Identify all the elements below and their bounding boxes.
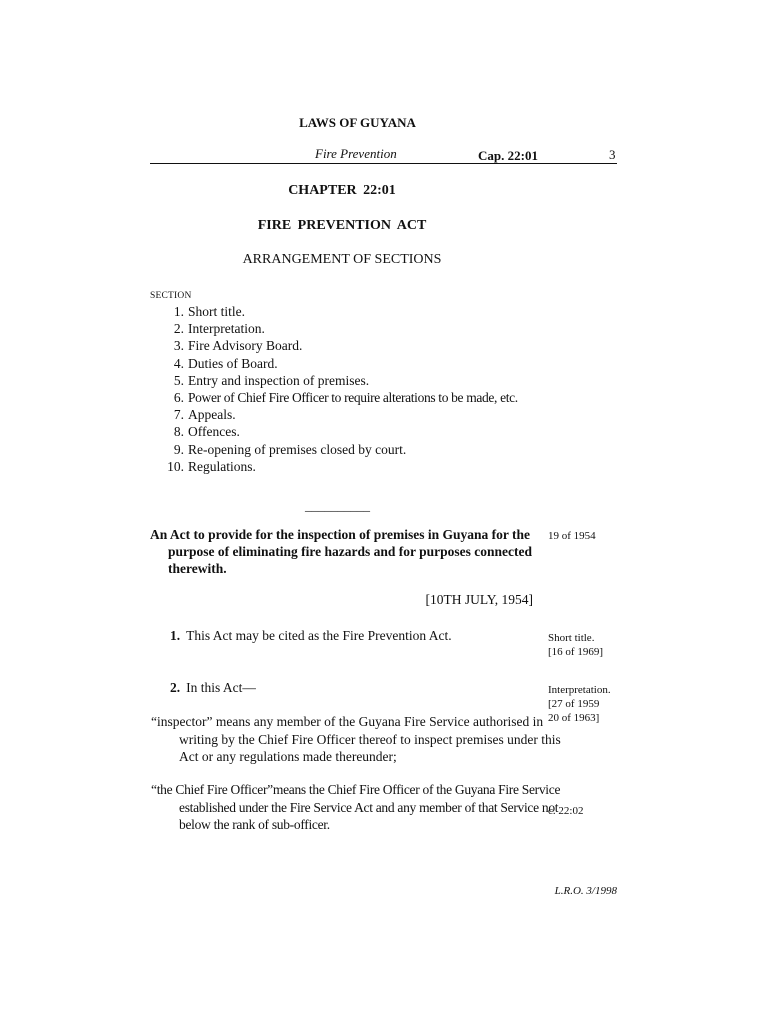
toc-item: [150, 423, 518, 440]
toc-item: [150, 458, 518, 475]
toc-item-title: Appeals.: [188, 407, 236, 423]
margin-note-line: Interpretation.: [548, 684, 611, 696]
act-title: FIRE PREVENTION ACT: [257, 218, 427, 233]
toc-item: [150, 337, 518, 354]
section-2-text: In this Act—: [186, 680, 256, 695]
toc-item-number: 2.: [173, 321, 184, 337]
toc-item-number: 9.: [173, 441, 184, 457]
toc-item-title: Entry and inspection of premises.: [188, 372, 370, 388]
section-1-margin-note: [548, 631, 603, 659]
toc-item-title: Interpretation.: [188, 321, 265, 337]
toc-item-title: Regulations.: [188, 458, 256, 474]
running-title: Fire Prevention: [315, 146, 397, 161]
section-divider: __________: [305, 498, 370, 513]
footer-revision: L.R.O. 3/1998: [554, 885, 617, 897]
toc-item-title: Duties of Board.: [188, 355, 278, 371]
margin-note-line: [27 of 1959: [548, 698, 600, 710]
toc-item-title: Offences.: [188, 424, 240, 440]
toc-item: [150, 320, 518, 337]
toc-item: [150, 406, 518, 423]
section-label: SECTION: [150, 291, 192, 301]
definition-inspector: “inspector” means any member of the Guyana Fire Service authorised in writing by the Chief Fire Officer thereof to inspect premises under this Act or any regulations made thereunder;: [151, 714, 561, 765]
arrangement-heading: ARRANGEMENT OF SECTIONS: [242, 252, 442, 267]
toc-item-number: 5.: [173, 372, 184, 388]
toc-item: [150, 441, 518, 458]
toc-item-number: 7.: [173, 407, 184, 423]
toc-item-number: 3.: [173, 338, 184, 354]
toc-item: [150, 303, 518, 320]
margin-note-line: Short title.: [548, 632, 595, 644]
section-2: [170, 680, 256, 696]
commencement-date: [10TH JULY, 1954]: [425, 592, 533, 607]
toc-item-title: Re-opening of premises closed by court.: [188, 441, 407, 457]
toc-item-number: 4.: [173, 355, 184, 371]
section-1: [170, 628, 452, 644]
section-2-number: 2.: [170, 680, 181, 695]
section-1-number: 1.: [170, 628, 181, 643]
long-title: An Act to provide for the inspection of premises in Guyana for the purpose of eliminating fire hazards and for purposes connected therewith.: [150, 527, 533, 576]
toc-item-number: 8.: [173, 424, 184, 440]
sections-list: [150, 303, 518, 475]
toc-item: [150, 389, 518, 406]
toc-item: [150, 355, 518, 372]
page-number: 3: [609, 147, 616, 162]
toc-item-title: Fire Advisory Board.: [188, 338, 303, 354]
toc-item-number: 10.: [167, 458, 184, 474]
toc-item-number: 1.: [173, 304, 184, 319]
section-1-text: This Act may be cited as the Fire Prevention Act.: [186, 628, 452, 643]
margin-note-line: 20 of 1963]: [548, 712, 600, 724]
chapter-heading: CHAPTER 22:01: [288, 183, 396, 198]
header-rule: [150, 163, 617, 164]
chief-fire-officer-margin-note: c. 22:02: [548, 805, 584, 817]
long-title-margin-note: 19 of 1954: [548, 530, 596, 542]
definition-chief-fire-officer: “the Chief Fire Officer”means the Chief Fire Officer of the Guyana Fire Service established under the Fire Service Act and any member of that Service not below the rank of sub-officer.: [151, 782, 561, 833]
laws-title: LAWS OF GUYANA: [299, 115, 416, 130]
toc-item-title: Short title.: [188, 304, 245, 319]
toc-item-title: Power of Chief Fire Officer to require alterations to be made, etc.: [188, 389, 518, 405]
margin-note-line: [16 of 1969]: [548, 646, 603, 658]
cap-number: Cap. 22:01: [478, 148, 538, 163]
toc-item: [150, 372, 518, 389]
toc-item-number: 6.: [173, 389, 184, 405]
